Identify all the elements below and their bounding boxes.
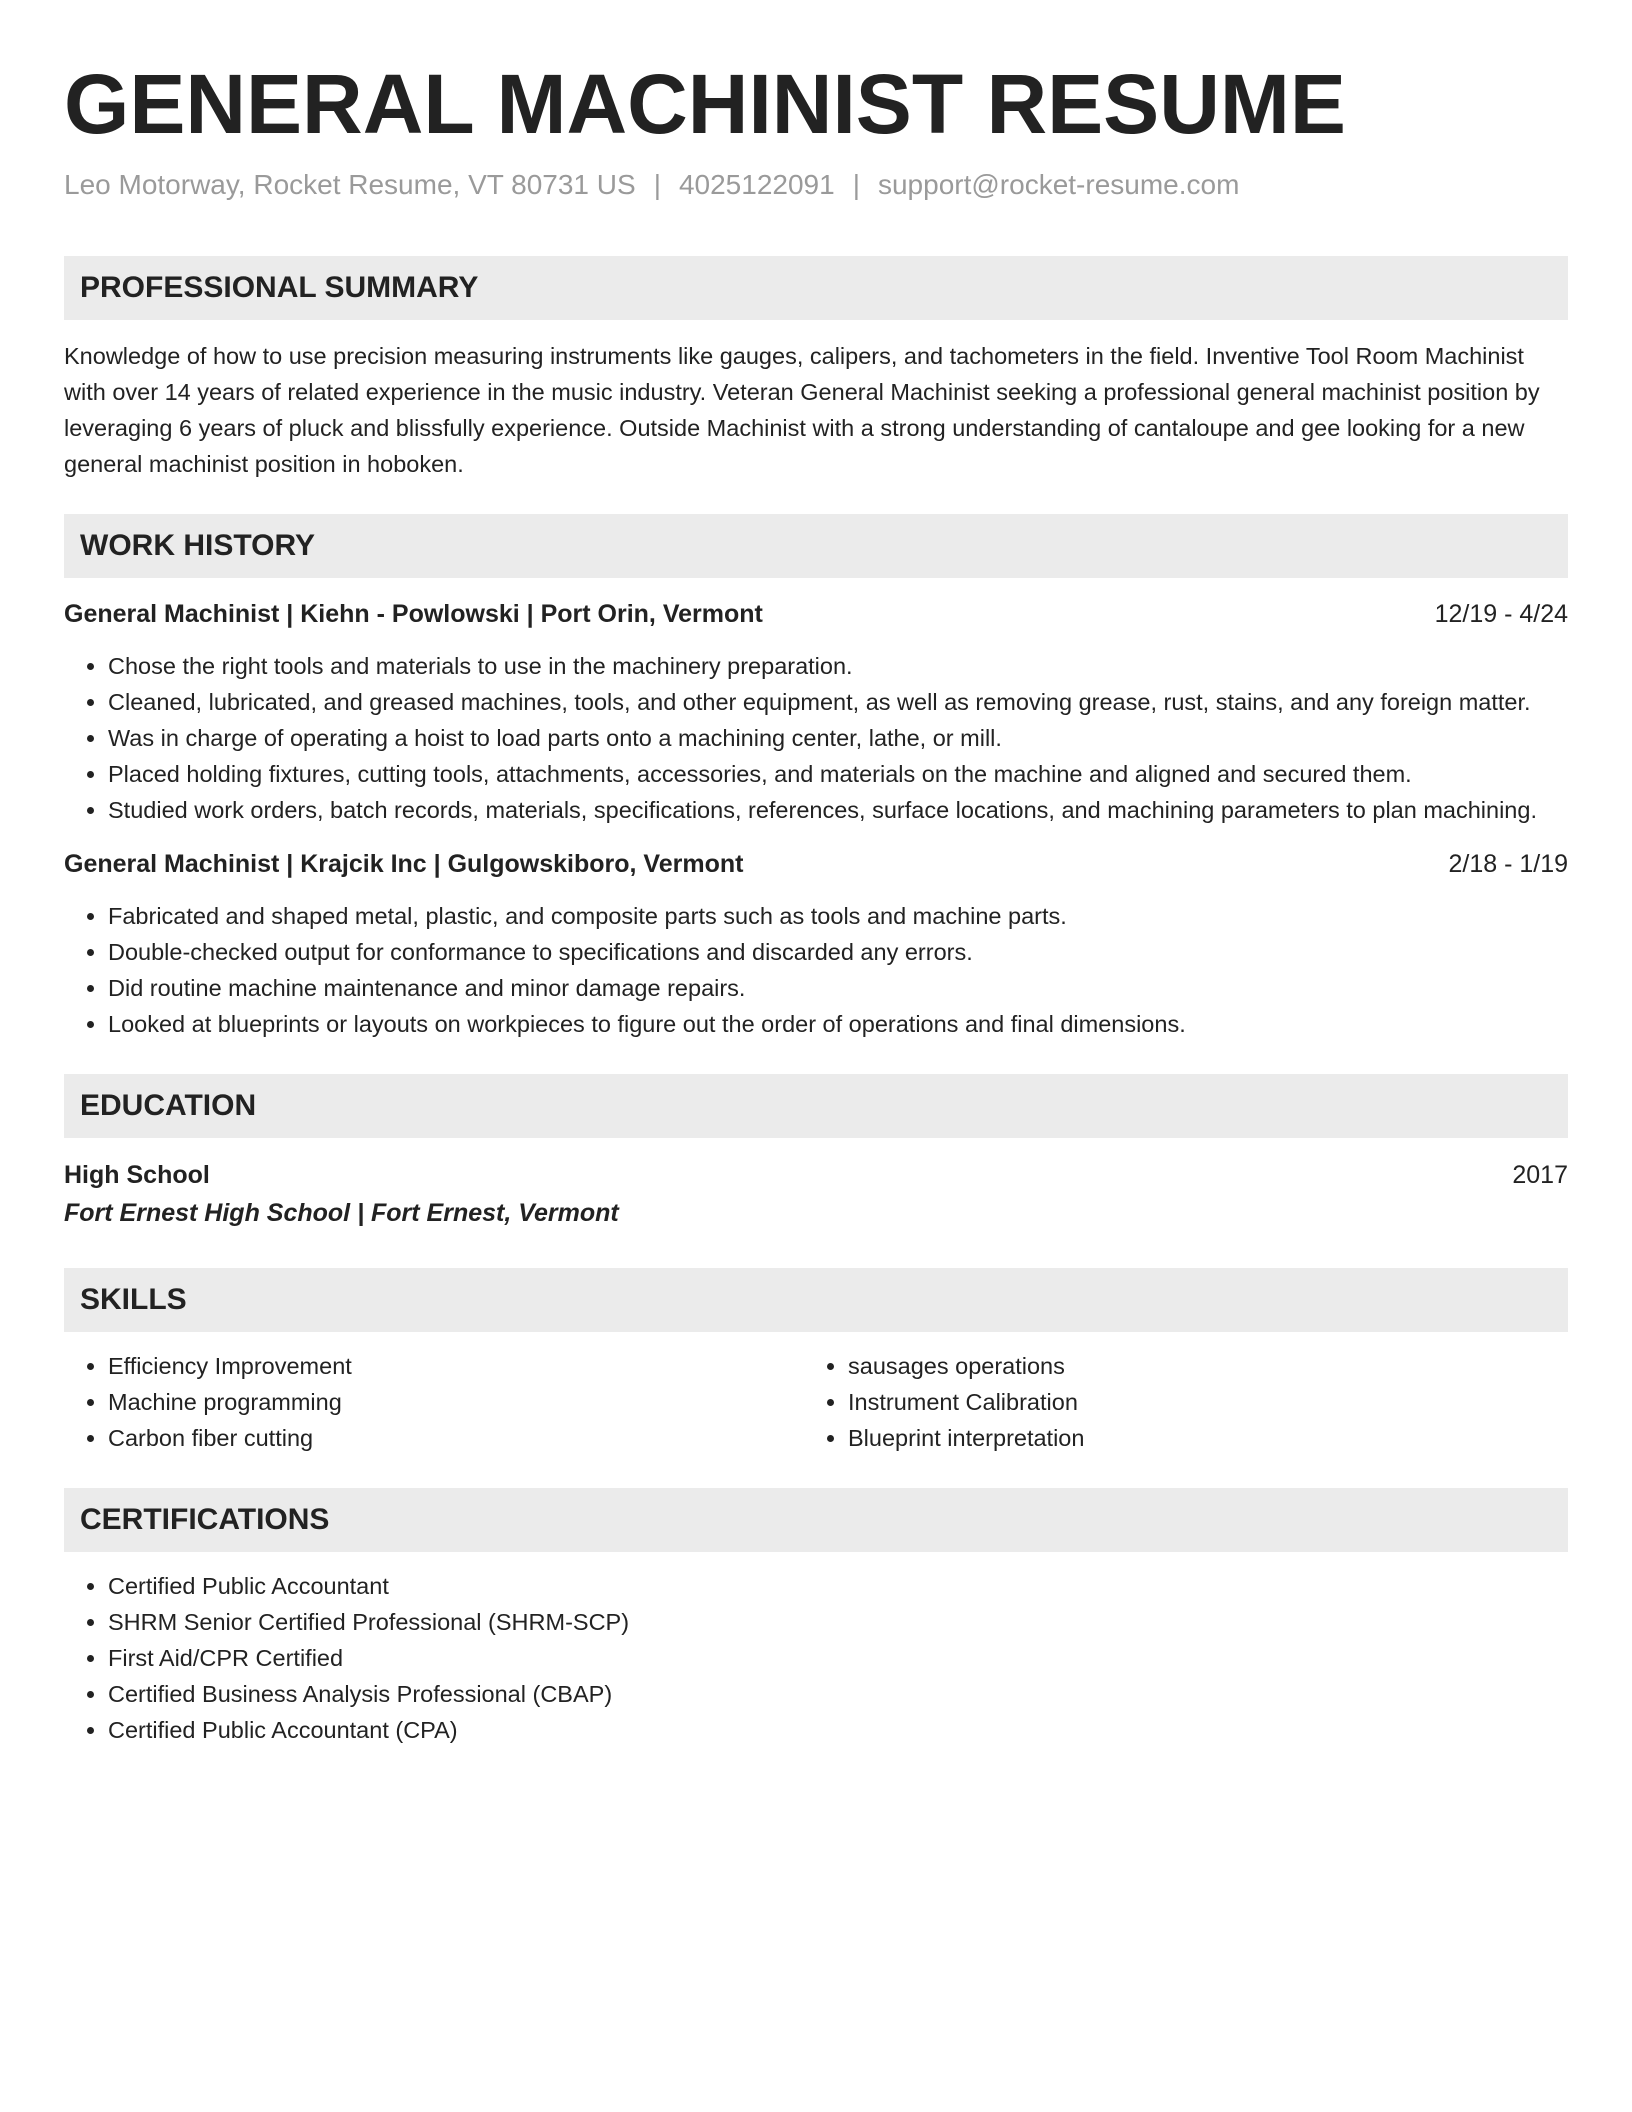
section-heading-education: EDUCATION (64, 1074, 1568, 1138)
job-bullet: • Placed holding fixtures, cutting tools, attachments, accessories, and materials on the machine and aligned and secured them. (108, 756, 1568, 792)
certification-item: • First Aid/CPR Certified (108, 1640, 1568, 1676)
summary-text: Knowledge of how to use precision measuring instruments like gauges, calipers, and tachometers in the field. Inventive Tool Room Machinist with over 14 years of related experience in the music industry. Veteran General Machinist seeking a professional general machinist position by leveraging 6 years of pluck and blissfully experience. Outside Machinist with a strong understanding of cantaloupe and gee looking for a new general machinist position in hoboken. (64, 343, 1540, 477)
job-header (64, 596, 1568, 632)
job-title: General Machinist | Krajcik Inc | Gulgowskiboro, Vermont (64, 850, 744, 878)
job-bullet: • Studied work orders, batch records, materials, specifications, references, surface locations, and machining parameters to plan machining. (108, 792, 1568, 828)
education-degree: High School (64, 1161, 210, 1189)
job-bullet: • Double-checked output for conformance to specifications and discarded any errors. (108, 934, 1568, 970)
section-heading-summary: PROFESSIONAL SUMMARY (64, 256, 1568, 320)
contact-separator: | (653, 169, 661, 200)
job-header (64, 846, 1568, 882)
skill-item: • Carbon fiber cutting (108, 1420, 804, 1456)
skills-grid (64, 1348, 1568, 1456)
job-bullet: • Was in charge of operating a hoist to load parts onto a machining center, lathe, or mill. (108, 720, 1568, 756)
education-school: Fort Ernest High School | Fort Ernest, Vermont (64, 1199, 619, 1227)
certifications-list (64, 1568, 1568, 1748)
job-title: General Machinist | Kiehn - Powlowski | Port Orin, Vermont (64, 600, 763, 628)
job-bullet: • Chose the right tools and materials to use in the machinery preparation. (108, 648, 1568, 684)
contact-address: Leo Motorway, Rocket Resume, VT 80731 US (64, 169, 636, 200)
job-bullet: • Looked at blueprints or layouts on workpieces to figure out the order of operations and final dimensions. (108, 1006, 1568, 1042)
job-bullets (64, 898, 1568, 1042)
certification-item: • SHRM Senior Certified Professional (SHRM-SCP) (108, 1604, 1568, 1640)
job-entry (64, 846, 1568, 1042)
skills-column-right (804, 1348, 1544, 1456)
education-year: 2017 (1512, 1161, 1568, 1189)
job-bullets (64, 648, 1568, 828)
section-heading-skills: SKILLS (64, 1268, 1568, 1332)
contact-line (64, 168, 1568, 202)
contact-separator: | (852, 169, 860, 200)
job-bullet: • Did routine machine maintenance and minor damage repairs. (108, 970, 1568, 1006)
section-heading-work-history: WORK HISTORY (64, 514, 1568, 578)
education-header (64, 1156, 1568, 1194)
job-dates: 2/18 - 1/19 (1448, 850, 1568, 878)
job-bullet: • Cleaned, lubricated, and greased machines, tools, and other equipment, as well as removing grease, rust, stains, and any foreign matter. (108, 684, 1568, 720)
contact-phone: 4025122091 (678, 169, 835, 200)
job-dates: 12/19 - 4/24 (1434, 600, 1568, 628)
skill-item: • Blueprint interpretation (848, 1420, 1544, 1456)
job-entry (64, 596, 1568, 828)
skill-item: • Efficiency Improvement (108, 1348, 804, 1384)
skill-item: • Instrument Calibration (848, 1384, 1544, 1420)
skill-item: • Machine programming (108, 1384, 804, 1420)
skill-item: • sausages operations (848, 1348, 1544, 1384)
certification-item: • Certified Business Analysis Professional (CBAP) (108, 1676, 1568, 1712)
certification-item: • Certified Public Accountant (108, 1568, 1568, 1604)
job-bullet: • Fabricated and shaped metal, plastic, and composite parts such as tools and machine parts. (108, 898, 1568, 934)
contact-email: support@rocket-resume.com (877, 169, 1240, 200)
resume-title: GENERAL MACHINIST RESUME (64, 57, 1346, 151)
section-heading-certifications: CERTIFICATIONS (64, 1488, 1568, 1552)
skills-column-left (64, 1348, 804, 1456)
certification-item: • Certified Public Accountant (CPA) (108, 1712, 1568, 1748)
